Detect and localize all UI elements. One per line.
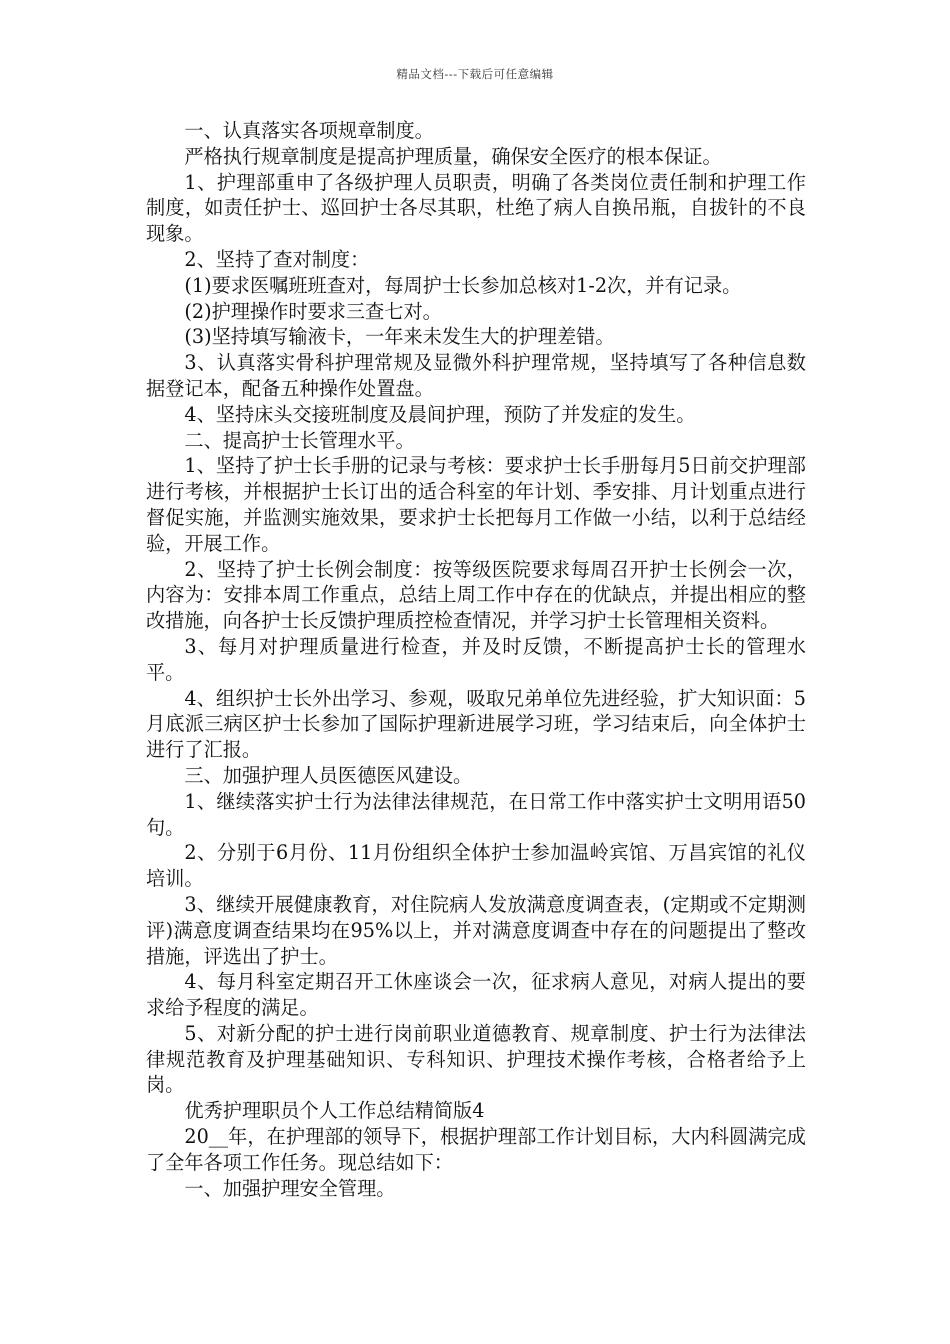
paragraph: 3、每月对护理质量进行检查，并及时反馈，不断提高护士长的管理水平。 — [146, 634, 806, 684]
paragraph: 2、坚持了查对制度： — [184, 247, 370, 271]
section-heading: 一、加强护理安全管理。 — [184, 1176, 396, 1200]
section-heading: 三、加强护理人员医德医风建设。 — [184, 763, 473, 787]
section-heading: 二、提高护士长管理水平。 — [184, 428, 415, 452]
paragraph: 4、每月科室定期召开工休座谈会一次，征求病人意见，对病人提出的要求给予程度的满足。 — [146, 970, 806, 1020]
paragraph: 20__年，在护理部的领导下，根据护理部工作计划目标，大内科圆满完成了全年各项工作任务。现总结如下： — [146, 1125, 806, 1174]
paragraph: 2、坚持了护士长例会制度：按等级医院要求每周召开护士长例会一次，内容为：安排本周工作重点，总结上周工作中存在的优缺点，并提出相应的整改措施，向各护士长反馈护理质控检查情况，并学习护士长管理相关资料。 — [146, 557, 806, 633]
document-title: 优秀护理职员个人工作总结精简版4 — [184, 1099, 485, 1123]
page-header: 精品文档---下载后可任意编辑 — [396, 67, 554, 81]
paragraph: 1、护理部重申了各级护理人员职责，明确了各类岗位责任制和护理工作制度，如责任护士、巡回护士各尽其职，杜绝了病人自换吊瓶，自拔针的不良现象。 — [146, 170, 806, 246]
paragraph: (2)护理操作时要求三查七对。 — [184, 299, 442, 323]
paragraph: 2、分别于6月份、11月份组织全体护士参加温岭宾馆、万昌宾馆的礼仪培训。 — [146, 841, 806, 891]
paragraph: (1)要求医嘱班班查对，每周护士长参加总核对1-2次，并有记录。 — [184, 273, 742, 297]
paragraph: 4、组织护士长外出学习、参观，吸取兄弟单位先进经验，扩大知识面：5月底派三病区护士长参加了国际护理新进展学习班，学习结束后，向全体护士进行了汇报。 — [146, 686, 806, 762]
paragraph: 严格执行规章制度是提高护理质量，确保安全医疗的根本保证。 — [184, 144, 722, 168]
paragraph: 3、认真落实骨科护理常规及显微外科护理常规，坚持填写了各种信息数据登记本，配备五种操作处置盘。 — [146, 351, 806, 400]
paragraph: 3、继续开展健康教育，对住院病人发放满意度调查表，(定期或不定期测评)满意度调查结果均在95%以上，并对满意度调查中存在的问题提出了整改措施，评选出了护士。 — [146, 892, 806, 968]
paragraph: (3)坚持填写输液卡，一年来未发生大的护理差错。 — [184, 325, 615, 349]
document-body — [146, 118, 806, 1201]
paragraph: 5、对新分配的护士进行岗前职业道德教育、规章制度、护士行为法律法律规范教育及护理基础知识、专科知识、护理技术操作考核，合格者给予上岗。 — [146, 1021, 806, 1097]
paragraph: 1、继续落实护士行为法律法律规范，在日常工作中落实护士文明用语50句。 — [146, 789, 806, 839]
paragraph: 1、坚持了护士长手册的记录与考核：要求护士长手册每月5日前交护理部进行考核，并根据护士长订出的适合科室的年计划、季安排、月计划重点进行督促实施，并监测实施效果，要求护士长把每月工作做一小结，以利于总结经验，开展工作。 — [146, 454, 806, 555]
paragraph: 4、坚持床头交接班制度及晨间护理，预防了并发症的发生。 — [184, 402, 696, 426]
section-heading: 一、认真落实各项规章制度。 — [184, 119, 434, 142]
